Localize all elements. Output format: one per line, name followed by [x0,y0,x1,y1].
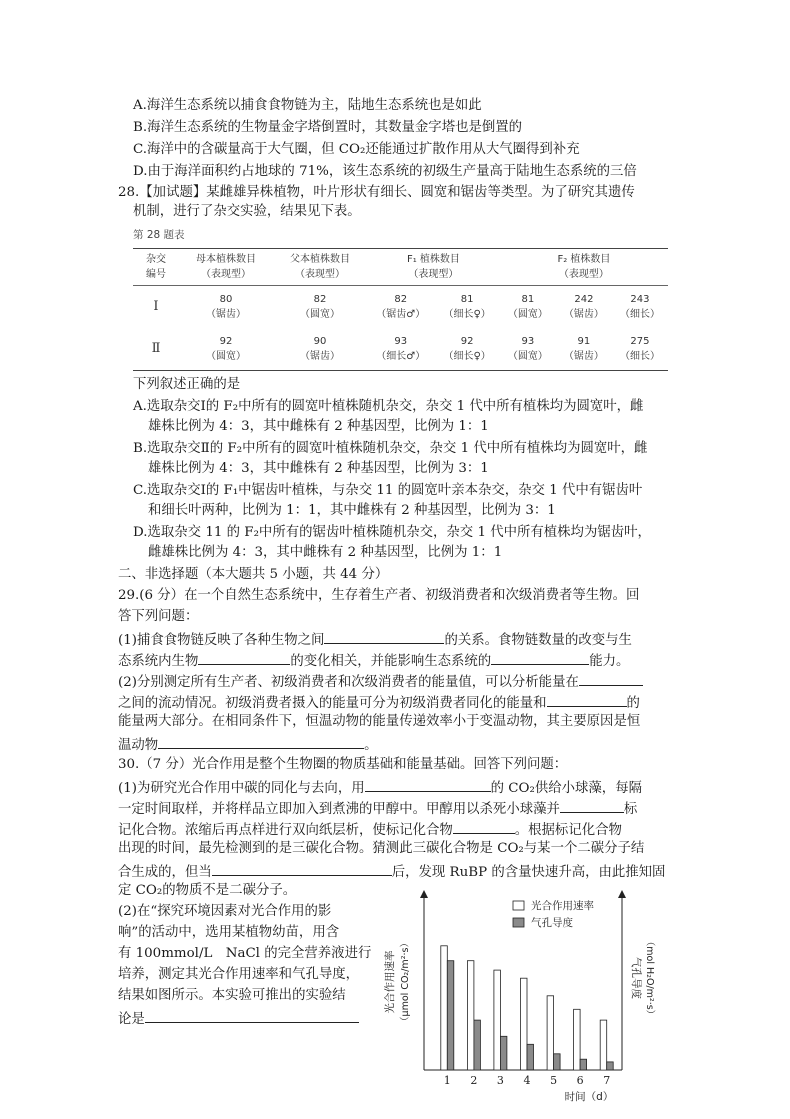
table-cell: 92 （细长♀） [443,336,491,362]
q29-part2-line3: 能量两大部分。在相同条件下，恒温动物的能量传递效率小于变温动物，其主要原因是恒 [118,714,641,729]
header-cross: 杂交 编号 [146,254,166,280]
answer-blank[interactable] [453,819,515,834]
table-cell: 93 （圆宽） [507,336,548,362]
table-caption: 第 28 题表 [133,229,185,241]
cross-id: Ⅰ [153,299,159,314]
q30-part2-line5: 结果如图所示。本实验可推出的实验结 [118,988,346,1003]
bar-conductance-day-6 [580,1059,587,1070]
answer-blank[interactable] [198,650,290,665]
x-tick-label: 7 [603,1074,611,1087]
q28-option-c-line2: 和细长叶两种，比例为 1：1，其中雌株有 2 种基因型，比例为 3：1 [148,503,556,518]
q29-part1-line1: (1)捕食食物链反映了各种生物之间 的关系。食物链数量的改变与生 [118,629,632,650]
table-cell: 92 （圆宽） [206,336,246,362]
bar-conductance-day-3 [500,1036,507,1070]
bar-rate-day-3 [494,970,501,1070]
table-row [133,286,668,329]
header-f2: F₂ 植株数目 （表现型） [557,254,611,280]
table-header-row [133,249,668,286]
x-tick-label: 2 [470,1074,478,1087]
table-cell: 243 （细长） [619,294,660,320]
y-left-label-1: 光合作用速率 [384,950,396,1014]
answer-blank[interactable] [212,861,392,876]
x-axis-label: 时间（d） [564,1091,614,1103]
table-row [133,328,668,371]
q30-part2-line3: 有 100mmol/L NaCl 的完全营养液进行 [118,946,372,961]
q28-stem-line2: 机制，进行了杂交实验，结果见下表。 [133,204,361,219]
answer-blank[interactable] [324,629,444,644]
q27-option-a: A.海洋生态系统以捕食食物链为主，陆地生态系统也是如此 [133,98,482,113]
answer-blank[interactable] [547,692,627,707]
answer-blank[interactable] [560,798,624,813]
q27-option-b: B.海洋生态系统的生物量金字塔倒置时，其数量金字塔也是倒置的 [133,120,523,135]
bar-conductance-day-1 [447,961,454,1070]
answer-blank[interactable] [579,671,643,686]
q28-cross-table [133,248,668,371]
bar-conductance-day-4 [527,1044,534,1070]
x-tick-label: 4 [523,1074,531,1087]
cross-id: Ⅱ [151,341,161,356]
bar-conductance-day-7 [607,1062,614,1070]
bar-rate-day-7 [600,1020,607,1070]
x-tick-label: 3 [496,1074,504,1087]
q28-stem-line1: 28.【加试题】某雌雄异株植物，叶片形状有细长、圆宽和锯齿等类型。为了研究其遗传 [118,185,635,200]
q28-option-a-line1: A.选取杂交Ⅰ的 F₂中所有的圆宽叶植株随机杂交，杂交 1 代中所有植株均为圆宽叶，雌 [133,399,644,414]
legend-swatch-conductance [513,918,524,927]
q30-stem: 30.（7 分）光合作用是整个生物圈的物质基础和能量基础。回答下列问题： [118,757,568,772]
q30-part1-line3: 记化合物。浓缩后再点样进行双向纸层析，使标记化合物 。根据标记化合物 [118,819,622,840]
bar-rate-day-6 [574,1009,581,1070]
table-cell: 80 （锯齿） [206,294,246,320]
header-mother: 母本植株数目 （表现型） [196,254,256,280]
section-heading: 二、非选择题（本大题共 5 小题，共 44 分） [118,567,389,582]
q28-option-b-line1: B.选取杂交Ⅱ的 F₂中所有的圆宽叶植株随机杂交，杂交 1 代中所有植株均为圆宽叶，雌 [133,441,648,456]
legend-label-rate: 光合作用速率 [531,900,594,912]
x-tick-label: 5 [550,1074,558,1087]
answer-blank[interactable] [491,650,589,665]
bar-conductance-day-5 [554,1054,561,1070]
bars-group [441,946,613,1070]
legend-label-conductance: 气孔导度 [531,917,573,929]
answer-blank[interactable] [365,777,491,792]
q28-option-d-line2: 雌雄株比例为 4：3，其中雌株有 2 种基因型，比例为 1：1 [148,545,503,560]
q29-part1-line2: 态系统内生物 的变化相关，并能影响生态系统的 能力。 [118,650,629,671]
q30-part1-line1: (1)为研究光合作用中碳的同化与去向，用 的 CO₂供给小球藻，每隔 [118,777,642,798]
q30-part2-line2: 响”的活动中，选用某植物幼苗，用含 [118,925,340,940]
legend-swatch-rate [513,901,524,910]
q30-part1-line4: 出现的时间，最先检测到的是三碳化合物。猜测此三碳化合物是 CO₂与某一个二碳分子结 [118,841,645,856]
bar-rate-day-1 [441,946,448,1070]
x-tick-label: 1 [443,1074,451,1087]
q27-option-d: D.由于海洋面积约占地球的 71%，该生态系统的初级生产量高于陆地生态系统的三倍 [133,164,637,179]
y-left-label-2: （μmol CO₂/m²·s） [400,938,411,1026]
q29-part2-line2: 之间的流动情况。初级消费者摄入的能量可分为初级消费者同化的能量和 的 [118,692,640,713]
y-right-label-1: 气孔导度 [630,957,642,999]
q27-option-c: C.海洋中的含碳量高于大气圈，但 CO₂还能通过扩散作用从大气圈得到补充 [133,142,580,157]
table-cell: 81 （细长♀） [443,294,491,320]
q28-option-c-line1: C.选取杂交Ⅰ的 F₁中锯齿叶植株，与杂交 11 的圆宽叶亲本杂交，杂交 1 代中有锯齿叶 [133,483,643,498]
header-f1: F₁ 植株数目 （表现型） [406,254,460,280]
q28-option-b-line2: 雄株比例为 4：3，其中雌株有 2 种基因型，比例为 3：1 [148,461,489,476]
q28-option-a-line2: 雄株比例为 4：3，其中雌株有 2 种基因型，比例为 1：1 [148,419,489,434]
bar-rate-day-5 [547,996,554,1070]
table-cell: 93 （细长♂） [376,336,426,362]
x-tick-labels [444,1074,610,1087]
bar-conductance-day-2 [474,1020,481,1070]
q29-part2-line1: (2)分别测定所有生产者、初级消费者和次级消费者的能量值，可以分析能量在 [118,671,643,692]
y-right-label-2: （mol H₂O/m²·s） [644,936,655,1020]
bar-rate-day-4 [521,978,528,1070]
table-cell: 242 （锯齿） [563,294,604,320]
q30-part1-line5: 合生成的，但当 后，发现 RuBP 的含量快速升高，由此推知固 [118,861,665,882]
table-cell: 90 （锯齿） [300,336,340,362]
table-cell: 275 （细长） [619,336,660,362]
table-cell: 82 （锯齿♂） [376,294,426,320]
q29-stem-line1: 29.(6 分）在一个自然生态系统中，生存着生产者、初级消费者和次级消费者等生物。回 [118,588,640,603]
q28-option-d-line1: D.选取杂交 11 的 F₂中所有的锯齿叶植株随机杂交，杂交 1 代中所有植株均为锯齿叶， [133,525,651,540]
q28-question: 下列叙述正确的是 [133,377,241,392]
table-cell: 91 （锯齿） [563,336,604,362]
bar-rate-day-2 [467,961,474,1070]
x-tick-label: 6 [576,1074,584,1087]
q30-part1-line6: 定 CO₂的物质不是二碳分子。 [118,883,297,898]
answer-blank[interactable] [158,734,364,749]
table-cell: 81 （圆宽） [507,294,548,320]
photosynthesis-bar-chart [375,888,675,1106]
q29-stem-line2: 答下列问题： [118,609,199,624]
table-cell: 82 （圆宽） [300,294,340,320]
header-father: 父本植株数目 （表现型） [290,254,350,280]
q30-part2-line6: 论是 [118,1008,359,1029]
q30-part2-line1: (2)在“探究环境因素对光合作用的影 [118,904,332,919]
answer-blank[interactable] [145,1008,359,1023]
q29-part2-line4: 温动物 。 [118,734,378,755]
q30-part2-line4: 培养，测定其光合作用速率和气孔导度， [118,967,360,982]
q30-part1-line2: 一定时间取样，并将样品立即加入到煮沸的甲醇中。甲醇用以杀死小球藻并 标 [118,798,637,819]
